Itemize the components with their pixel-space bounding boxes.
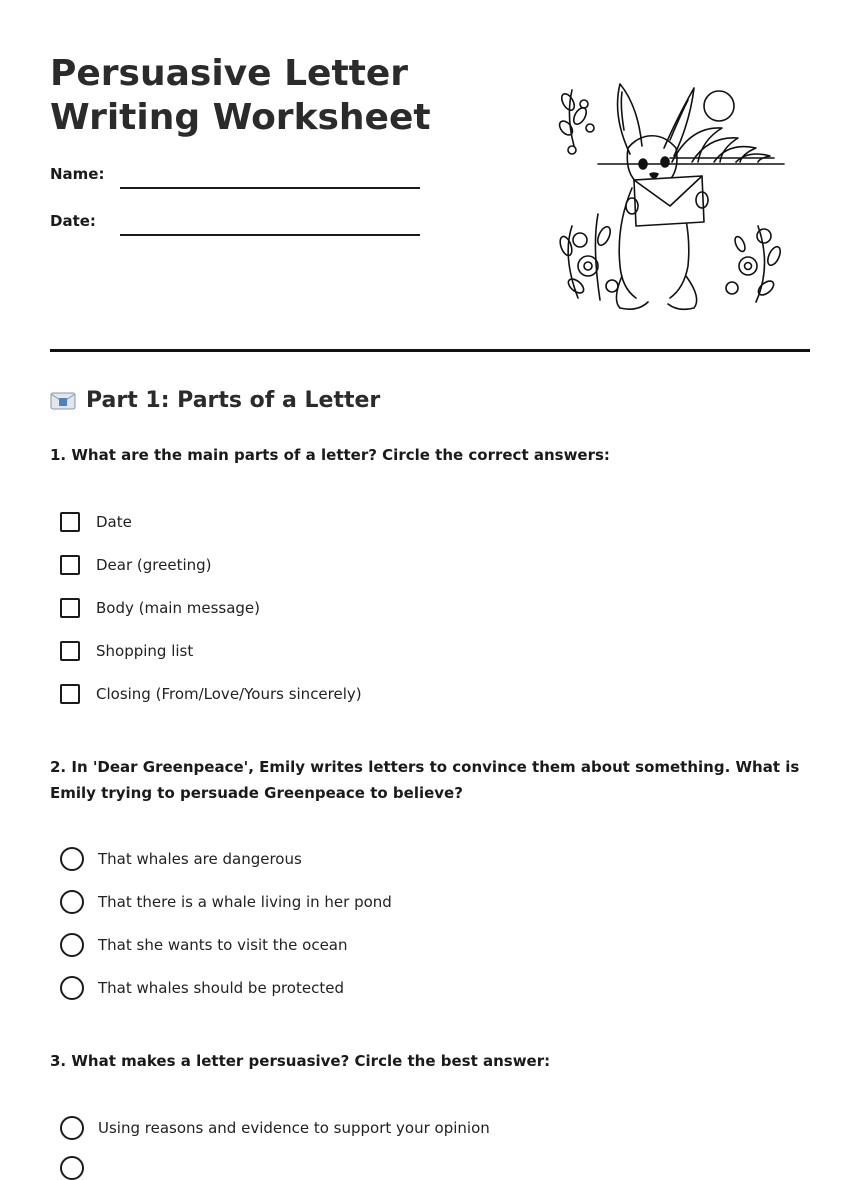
q2-option[interactable] — [60, 847, 302, 871]
radio-button[interactable] — [60, 847, 84, 871]
q1-option[interactable] — [60, 553, 212, 577]
radio-button[interactable] — [60, 1156, 84, 1180]
radio-button[interactable] — [60, 933, 84, 957]
title-line-2: Writing Worksheet — [50, 97, 431, 138]
q3-option[interactable] — [60, 1116, 490, 1140]
name-label: Name: — [50, 165, 105, 183]
radio-button[interactable] — [60, 890, 84, 914]
option-label: Shopping list — [96, 642, 194, 660]
q2-option[interactable] — [60, 890, 392, 914]
checkbox[interactable] — [60, 512, 80, 532]
section-divider — [50, 349, 810, 352]
question-1: 1. What are the main parts of a letter? Circle the correct answers: — [50, 446, 610, 464]
kangaroo-with-envelope-illustration — [552, 76, 792, 316]
worksheet-title — [50, 52, 470, 140]
option-label: That whales are dangerous — [98, 850, 302, 868]
q2-option[interactable] — [60, 933, 348, 957]
checkbox[interactable] — [60, 598, 80, 618]
q2-option[interactable] — [60, 976, 344, 1000]
radio-button[interactable] — [60, 1116, 84, 1140]
title-line-1: Persuasive Letter — [50, 53, 409, 94]
checkbox[interactable] — [60, 555, 80, 575]
question-3: 3. What makes a letter persuasive? Circle the best answer: — [50, 1052, 551, 1070]
option-label: That she wants to visit the ocean — [98, 936, 348, 954]
name-field[interactable] — [120, 187, 420, 189]
q1-option[interactable] — [60, 510, 132, 534]
part1-heading — [50, 388, 380, 413]
checkbox[interactable] — [60, 641, 80, 661]
radio-button[interactable] — [60, 976, 84, 1000]
option-label: Body (main message) — [96, 599, 260, 617]
option-label: That there is a whale living in her pond — [98, 893, 392, 911]
envelope-icon — [50, 391, 76, 411]
option-label: That whales should be protected — [98, 979, 344, 997]
option-label: Dear (greeting) — [96, 556, 212, 574]
q1-option[interactable] — [60, 682, 362, 706]
question-2: 2. In 'Dear Greenpeace', Emily writes letters to convince them about something. What is Emily trying to persuade Greenpeace to believe? — [50, 758, 800, 802]
q1-option[interactable] — [60, 596, 260, 620]
q1-option[interactable] — [60, 639, 193, 663]
option-label: Using reasons and evidence to support your opinion — [98, 1119, 490, 1137]
option-label: Date — [96, 513, 132, 531]
part1-title: Part 1: Parts of a Letter — [86, 388, 381, 413]
option-label: Closing (From/Love/Yours sincerely) — [96, 685, 362, 703]
q3-option-partial[interactable] — [60, 1156, 98, 1180]
date-field[interactable] — [120, 234, 420, 236]
checkbox[interactable] — [60, 684, 80, 704]
date-label: Date: — [50, 212, 96, 230]
